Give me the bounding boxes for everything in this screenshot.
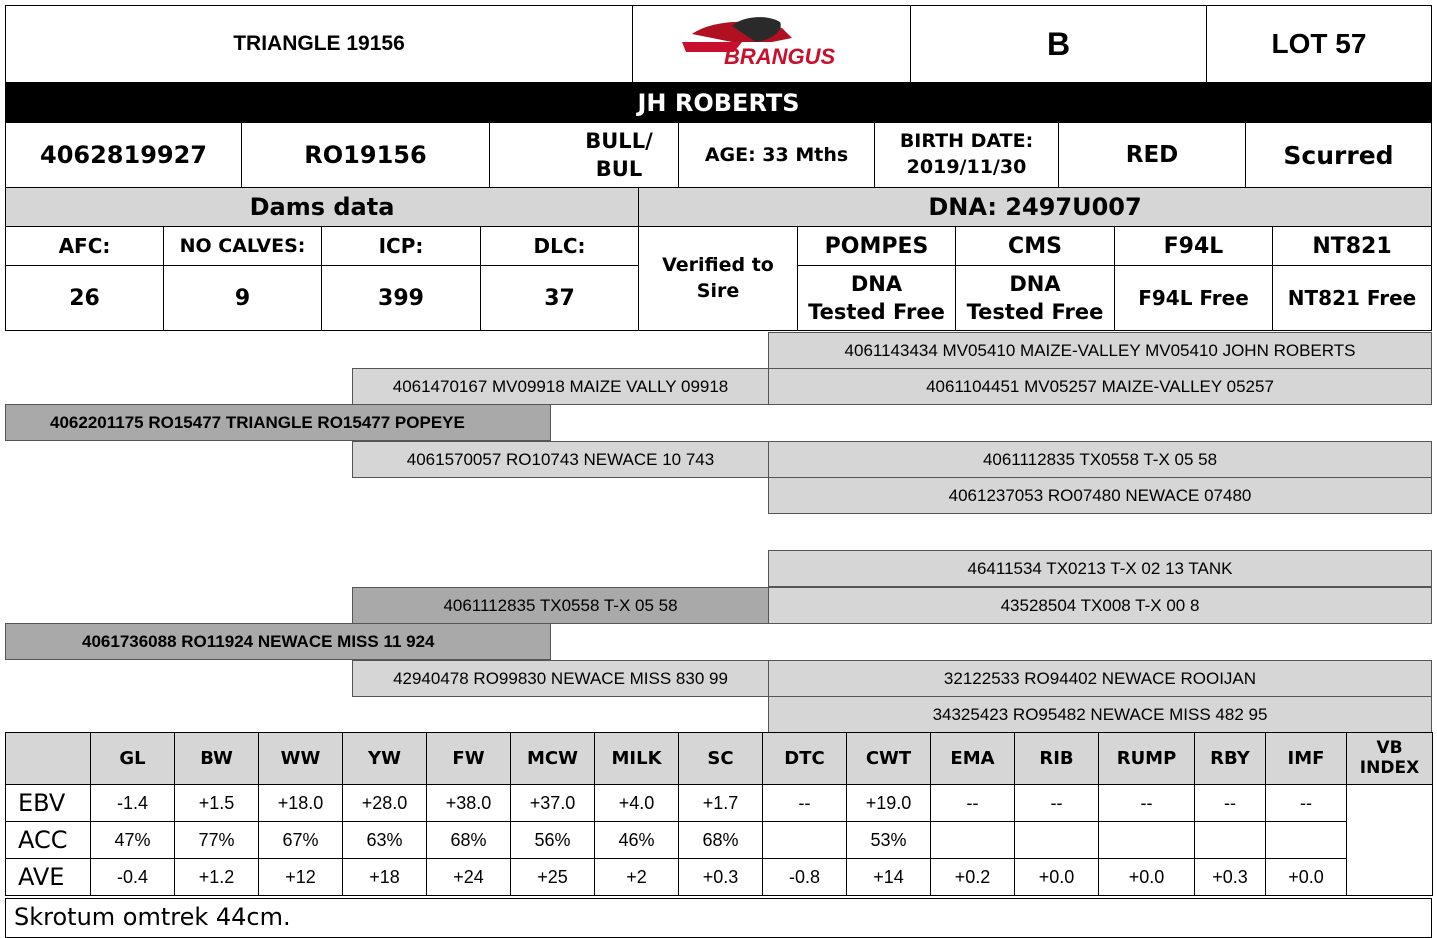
dams-data-title: Dams data — [5, 187, 639, 227]
ave-cell: -0.8 — [763, 859, 847, 896]
pedigree-sire-sire: 4061470167 MV09918 MAIZE VALLY 09918 — [352, 368, 769, 405]
ebv-col-header: FW — [427, 733, 511, 785]
ebv-cell: -- — [1099, 785, 1195, 822]
ave-cell: +24 — [427, 859, 511, 896]
ave-cell: +0.0 — [1015, 859, 1099, 896]
row-label: ACC — [6, 822, 91, 859]
ave-cell: +0.3 — [679, 859, 763, 896]
horn-status: Scurred — [1245, 122, 1432, 188]
ebv-cell: -- — [763, 785, 847, 822]
ebv-cell: +37.0 — [511, 785, 595, 822]
ebv-cell: +38.0 — [427, 785, 511, 822]
ebv-cell: +18.0 — [259, 785, 343, 822]
ebv-col-header: EMA — [931, 733, 1015, 785]
acc-cell: 67% — [259, 822, 343, 859]
animal-id: 4062819927 — [5, 122, 242, 188]
acc-cell: 46% — [595, 822, 679, 859]
ebv-cell: -1.4 — [91, 785, 175, 822]
bull-logo-icon — [672, 12, 872, 76]
row-label: AVE — [6, 859, 91, 896]
ebv-col-header: RUMP — [1099, 733, 1195, 785]
vb-index-cell — [1347, 785, 1433, 896]
ave-cell: +0.3 — [1195, 859, 1266, 896]
acc-cell: 53% — [847, 822, 931, 859]
ebv-row — [6, 785, 1433, 822]
acc-row — [6, 822, 1433, 859]
afc-label: AFC: — [5, 226, 164, 266]
dna-test-result-cms: DNA Tested Free — [955, 265, 1115, 331]
pedigree-sire-dam-dam: 4061237053 RO07480 NEWACE 07480 — [768, 477, 1432, 514]
lot-number: LOT 57 — [1206, 5, 1432, 83]
pedigree-sire-dam-sire: 4061112835 TX0558 T-X 05 58 — [768, 441, 1432, 478]
dna-test-result-f94l: F94L Free — [1114, 265, 1273, 331]
ave-cell: +2 — [595, 859, 679, 896]
ebv-cell: -- — [931, 785, 1015, 822]
acc-cell: 63% — [343, 822, 427, 859]
ave-cell: +25 — [511, 859, 595, 896]
ebv-cell: +4.0 — [595, 785, 679, 822]
ebv-col-header: DTC — [763, 733, 847, 785]
ebv-col-header: IMF — [1266, 733, 1347, 785]
pedigree-sire-dam: 4061570057 RO10743 NEWACE 10 743 — [352, 441, 769, 478]
age: AGE: 33 Mths — [678, 122, 875, 188]
calves-value: 9 — [163, 265, 322, 331]
dna-test-name-nt821: NT821 — [1272, 226, 1432, 266]
acc-cell: 47% — [91, 822, 175, 859]
verified-to-sire: Verified to Sire — [638, 226, 798, 331]
ebv-cell: +28.0 — [343, 785, 427, 822]
pedigree-dam-sire-sire: 46411534 TX0213 T-X 02 13 TANK — [768, 550, 1432, 587]
grade: B — [910, 5, 1207, 83]
ebv-table — [5, 732, 1433, 896]
ebv-col-header: CWT — [847, 733, 931, 785]
acc-cell — [1015, 822, 1099, 859]
ebv-corner — [6, 733, 91, 785]
ave-cell: +1.2 — [175, 859, 259, 896]
ebv-col-header: RBY — [1195, 733, 1266, 785]
vb-index-header: VB INDEX — [1347, 733, 1433, 785]
ave-cell: +0.0 — [1266, 859, 1347, 896]
dna-test-result-pompes: DNA Tested Free — [797, 265, 956, 331]
ebv-col-header: WW — [259, 733, 343, 785]
dna-test-result-nt821: NT821 Free — [1272, 265, 1432, 331]
color: RED — [1058, 122, 1246, 188]
pedigree-dam-dam-dam: 34325423 RO95482 NEWACE MISS 482 95 — [768, 696, 1432, 733]
pedigree-dam-dam-sire: 32122533 RO94402 NEWACE ROOIJAN — [768, 660, 1432, 697]
pedigree-dam: 4061736088 RO11924 NEWACE MISS 11 924 — [5, 623, 551, 660]
dna-test-name-f94l: F94L — [1114, 226, 1273, 266]
pedigree-dam-sire-dam: 43528504 TX008 T-X 00 8 — [768, 587, 1432, 624]
acc-cell — [1266, 822, 1347, 859]
ebv-cell: -- — [1195, 785, 1266, 822]
acc-cell — [931, 822, 1015, 859]
animal-tag: RO19156 — [241, 122, 490, 188]
note-box — [5, 898, 1432, 938]
ave-cell: -0.4 — [91, 859, 175, 896]
pedigree-sire-sire-sire: 4061143434 MV05410 MAIZE-VALLEY MV05410 JOHN ROBERTS — [768, 332, 1432, 369]
dlc-value: 37 — [480, 265, 639, 331]
pedigree-sire: 4062201175 RO15477 TRIANGLE RO15477 POPEYE — [5, 404, 551, 441]
sex: BULL/ BUL — [489, 122, 679, 188]
ave-row — [6, 859, 1433, 896]
birth-date: BIRTH DATE: 2019/11/30 — [874, 122, 1059, 188]
pedigree-sire-sire-dam: 4061104451 MV05257 MAIZE-VALLEY 05257 — [768, 368, 1432, 405]
ebv-cell: +1.5 — [175, 785, 259, 822]
acc-cell: 77% — [175, 822, 259, 859]
ave-cell: +18 — [343, 859, 427, 896]
acc-cell: 68% — [427, 822, 511, 859]
afc-value: 26 — [5, 265, 164, 331]
dlc-label: DLC: — [480, 226, 639, 266]
svg-text:BRANGUS: BRANGUS — [723, 44, 835, 69]
animal-name: TRIANGLE 19156 — [5, 5, 633, 83]
dna-test-name-cms: CMS — [955, 226, 1115, 266]
ebv-col-header: BW — [175, 733, 259, 785]
row-label: EBV — [6, 785, 91, 822]
ebv-col-header: RIB — [1015, 733, 1099, 785]
icp-value: 399 — [321, 265, 481, 331]
acc-cell: 56% — [511, 822, 595, 859]
ebv-cell: -- — [1266, 785, 1347, 822]
acc-cell — [1099, 822, 1195, 859]
acc-cell — [763, 822, 847, 859]
ave-cell: +12 — [259, 859, 343, 896]
ave-cell: +0.0 — [1099, 859, 1195, 896]
breeder-banner: JH ROBERTS — [5, 83, 1432, 122]
ebv-header-row — [6, 733, 1433, 785]
dna-title: DNA: 2497U007 — [638, 187, 1432, 227]
calves-label: NO CALVES: — [163, 226, 322, 266]
note-text: Skrotum omtrek 44cm. — [14, 903, 291, 931]
ebv-col-header: MILK — [595, 733, 679, 785]
pedigree-dam-sire: 4061112835 TX0558 T-X 05 58 — [352, 587, 769, 624]
dna-test-name-pompes: POMPES — [797, 226, 956, 266]
ebv-col-header: MCW — [511, 733, 595, 785]
ave-cell: +0.2 — [931, 859, 1015, 896]
brangus-logo — [632, 5, 911, 83]
ave-cell: +14 — [847, 859, 931, 896]
ebv-col-header: SC — [679, 733, 763, 785]
acc-cell — [1195, 822, 1266, 859]
ebv-cell: +19.0 — [847, 785, 931, 822]
ebv-col-header: GL — [91, 733, 175, 785]
icp-label: ICP: — [321, 226, 481, 266]
acc-cell: 68% — [679, 822, 763, 859]
ebv-col-header: YW — [343, 733, 427, 785]
ebv-cell: -- — [1015, 785, 1099, 822]
ebv-cell: +1.7 — [679, 785, 763, 822]
pedigree-dam-dam: 42940478 RO99830 NEWACE MISS 830 99 — [352, 660, 769, 697]
